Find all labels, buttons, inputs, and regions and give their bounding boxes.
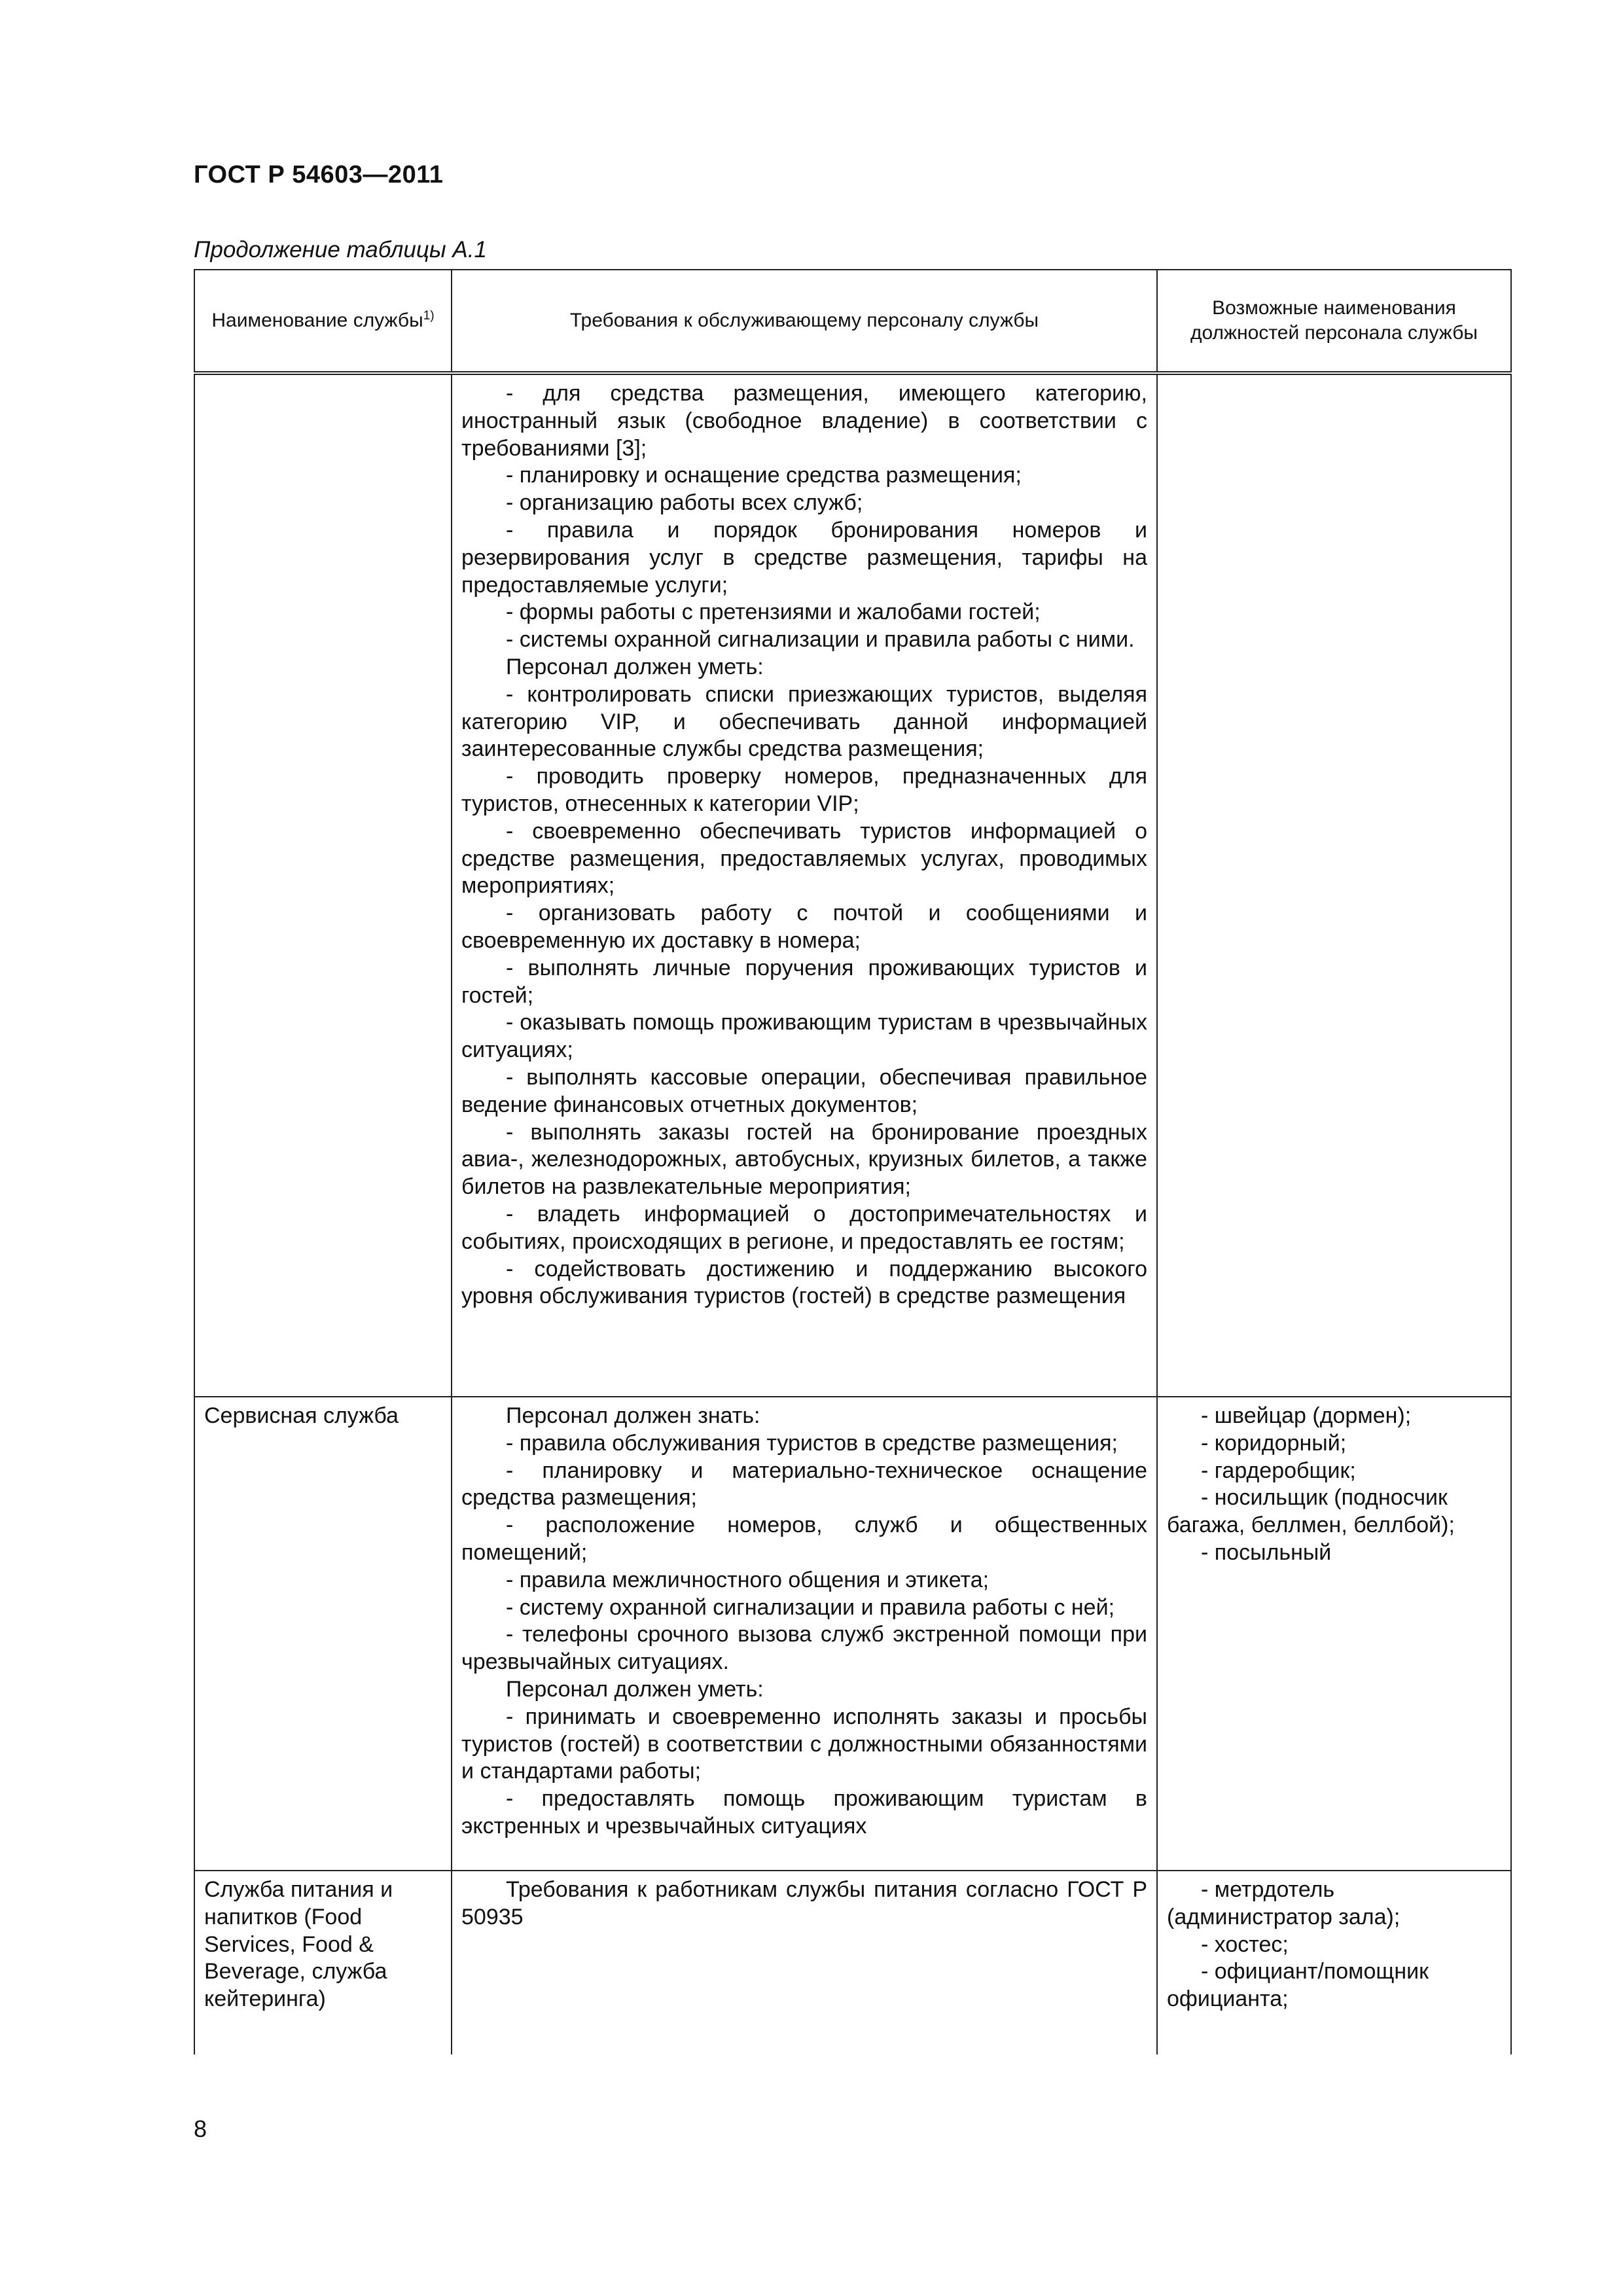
service-name-cell: Служба питания и напитков (Food Services, Food & Beverage, служба кейтеринга)	[194, 1871, 452, 2054]
requirement-item: - оказывать помощь проживающим туристам в чрезвычайных ситуациях;	[461, 1010, 1147, 1063]
position-item: - посыльный	[1201, 1539, 1332, 1565]
requirement-item: - организовать работу с почтой и сообщениями и своевременную их доставку в номера;	[461, 901, 1147, 953]
requirement-item: - правила и порядок бронирования номеров и резервирования услуг в средстве размещения, тарифы на предоставляемые услуги;	[461, 517, 1147, 598]
position-item: - коридорный;	[1201, 1430, 1347, 1456]
position-item: - швейцар (дормен);	[1201, 1403, 1412, 1428]
requirement-heading: Персонал должен уметь:	[506, 1676, 764, 1702]
requirement-item: - контролировать списки приезжающих туристов, выделяя категорию VIP, и обеспечивать данной информацией заинтересованные службы средства размещения;	[461, 681, 1147, 762]
requirement-item: - телефоны срочного вызова служб экстренной помощи при чрезвычайных ситуациях.	[461, 1622, 1147, 1675]
position-item: - официант/помощник официанта;	[1167, 1959, 1429, 2012]
requirement-item: - систему охранной сигнализации и правила работы с ней;	[506, 1594, 1115, 1620]
table-row	[194, 1871, 1511, 2054]
position-item: - гардеробщик;	[1201, 1458, 1356, 1483]
table-row	[194, 373, 1511, 1397]
requirement-item: - выполнять заказы гостей на бронирование проездных авиа-, железнодорожных, автобусных, круизных билетов, а также билетов на развлекательные мероприятия;	[461, 1119, 1147, 1200]
requirement-item: - правила обслуживания туристов в средстве размещения;	[506, 1430, 1118, 1456]
requirements-cell	[452, 373, 1157, 1397]
requirements-table	[194, 269, 1512, 2054]
requirement-item: - содействовать достижению и поддержанию высокого уровня обслуживания туристов (гостей) в средстве размещения	[461, 1256, 1147, 1309]
service-name-cell: Сервисная служба	[194, 1397, 452, 1871]
requirement-item: - владеть информацией о достопримечательностях и событиях, происходящих в регионе, и предоставлять ее гостям;	[461, 1201, 1147, 1254]
table-caption: Продолжение таблицы А.1	[194, 237, 487, 262]
requirement-item: - выполнять кассовые операции, обеспечивая правильное ведение финансовых отчетных документов;	[461, 1064, 1147, 1117]
position-item: - носильщик (подносчик багажа, беллмен, беллбой);	[1167, 1485, 1455, 1538]
requirement-item: - формы работы с претензиями и жалобами гостей;	[506, 600, 1041, 625]
requirement-item: - выполнять личные поручения проживающих туристов и гостей;	[461, 955, 1147, 1008]
document-title: ГОСТ Р 54603—2011	[194, 161, 444, 188]
column-header-requirements: Требования к обслуживающему персоналу службы	[452, 270, 1157, 373]
positions-cell	[1157, 373, 1511, 1397]
position-item: - метрдотель (администратор зала);	[1167, 1877, 1400, 1929]
requirements-cell	[452, 1871, 1157, 2054]
table-header-row	[194, 270, 1511, 373]
requirement-item: - расположение номеров, служб и общественных помещений;	[461, 1513, 1147, 1565]
requirement-item: - системы охранной сигнализации и правила работы с ними.	[506, 627, 1135, 653]
service-name-cell	[194, 373, 452, 1397]
positions-cell	[1157, 1871, 1511, 2054]
requirement-item: - проводить проверку номеров, предназначенных для туристов, отнесенных к категории VIP;	[461, 764, 1147, 816]
requirement-item: - правила межличностного общения и этикета;	[506, 1567, 990, 1592]
column-header-service-name: Наименование службы$^{1)}$	[194, 270, 452, 373]
column-header-positions: Возможные наименования должностей персонала службы	[1157, 270, 1511, 373]
positions-cell	[1157, 1397, 1511, 1871]
requirement-heading: Персонал должен знать:	[506, 1403, 760, 1428]
requirement-item: - своевременно обеспечивать туристов информацией о средстве размещения, предоставляемых услугах, проводимых мероприятиях;	[461, 818, 1147, 899]
page-number: 8	[194, 2115, 207, 2142]
requirement-item: - планировку и оснащение средства размещения;	[506, 463, 1022, 488]
requirement-item: - планировку и материально-техническое оснащение средства размещения;	[461, 1458, 1147, 1511]
requirement-item: Требования к работникам службы питания согласно ГОСТ Р 50935	[461, 1877, 1147, 1929]
requirement-item: - принимать и своевременно исполнять заказы и просьбы туристов (гостей) в соответствии с должностными обязанностями и стандартами работы;	[461, 1704, 1147, 1784]
requirements-cell	[452, 1397, 1157, 1871]
position-item: - хостес;	[1201, 1931, 1289, 1957]
requirement-item: - предоставлять помощь проживающим туристам в экстренных и чрезвычайных ситуациях	[461, 1786, 1147, 1839]
table-row	[194, 1397, 1511, 1871]
footnote-marker: 1)	[423, 309, 435, 323]
requirement-item: - организацию работы всех служб;	[506, 490, 863, 516]
requirement-item: - для средства размещения, имеющего категорию, иностранный язык (свободное владение) в соответствии с требованиями [3];	[461, 381, 1147, 461]
requirement-heading: Персонал должен уметь:	[506, 654, 764, 679]
